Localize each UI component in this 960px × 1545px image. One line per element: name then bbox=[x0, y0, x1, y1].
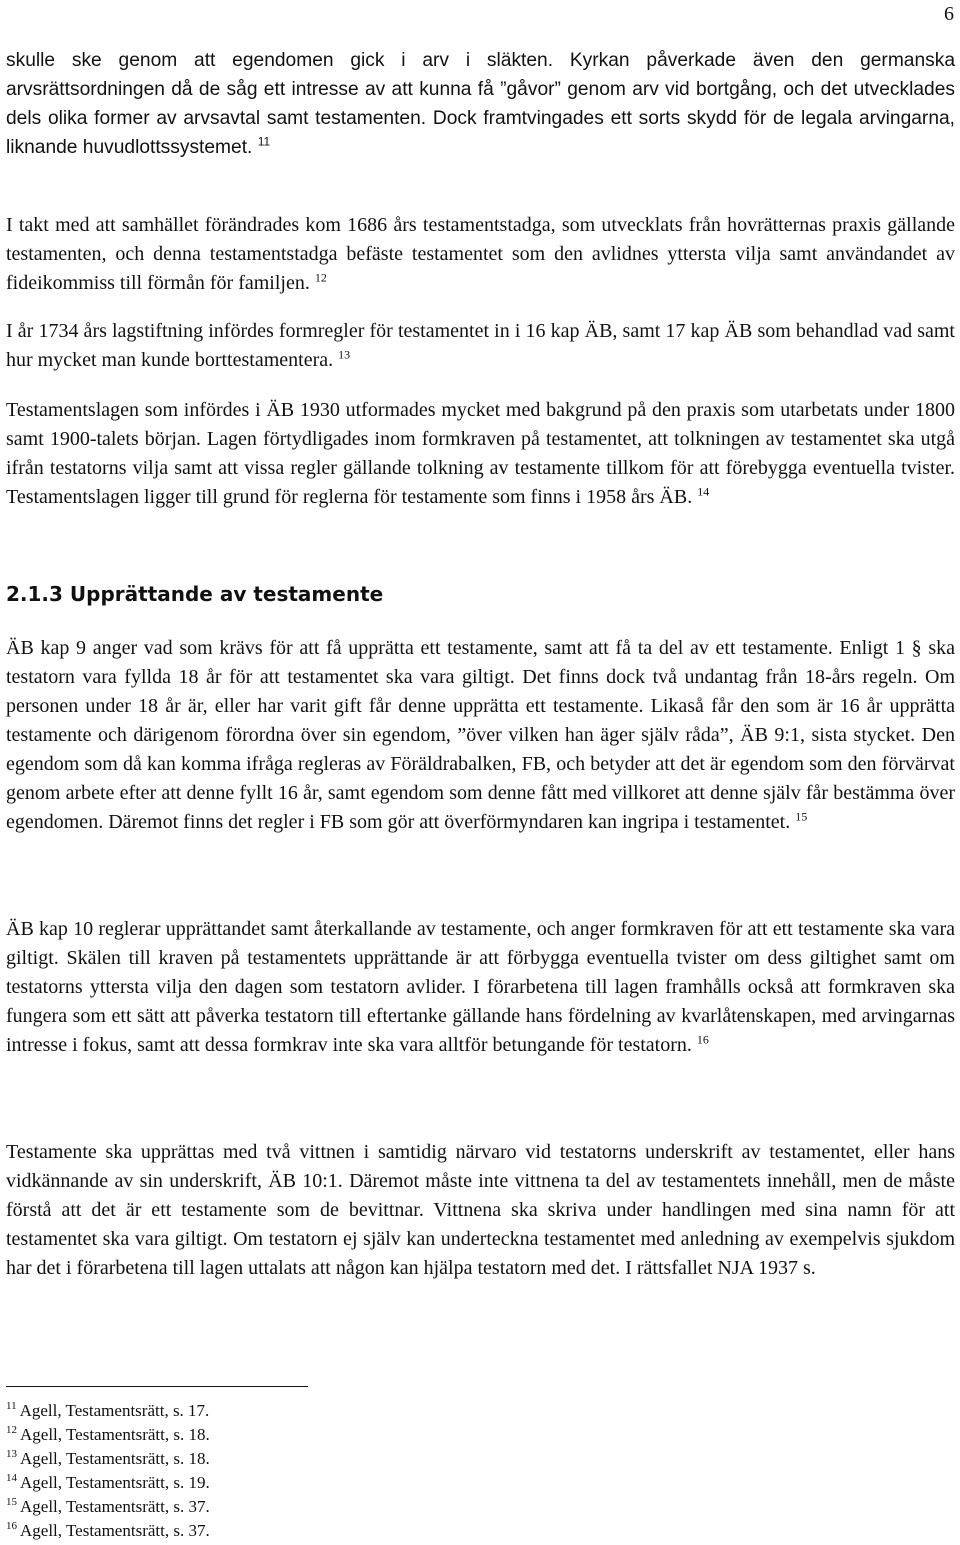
footnote-item bbox=[6, 1423, 210, 1447]
footnote-number: 12 bbox=[6, 1424, 17, 1437]
paragraph-testamentstadga bbox=[6, 211, 955, 298]
footnote-divider bbox=[6, 1386, 308, 1387]
paragraph-text: Testamente ska upprättas med två vittnen i samtidig närvaro vid testatorns underskrift av testamentet, eller hans vidkännande av sin underskrift, ÄB 10:1. Däremot måste inte vittnena ta del av testamentets innehåll, men de måste förstå att det är ett testamente som de bevittnar. Vittnena ska skriva under handlingen med sina namn för att testamentet ska vara giltigt. Om testatorn ej själv kan underteckna testamentet med anledning av exempelvis sjukdom har det i förarbetena till lagen uttalats att någon kan hjälpa testatorn med det. I rättsfallet NJA 1937 s. bbox=[6, 1141, 955, 1279]
footnote-list bbox=[6, 1399, 210, 1543]
footnote-reference: 11 bbox=[257, 134, 271, 149]
footnote-text: Agell, Testamentsrätt, s. 37. bbox=[20, 1497, 210, 1516]
footnote-item bbox=[6, 1471, 210, 1495]
footnote-number: 11 bbox=[6, 1400, 17, 1413]
footnote-number: 14 bbox=[6, 1472, 17, 1485]
paragraph-lagstiftning-1734 bbox=[6, 317, 955, 375]
footnote-item bbox=[6, 1519, 210, 1543]
footnote-reference: 16 bbox=[696, 1032, 709, 1047]
footnote-text: Agell, Testamentsrätt, s. 37. bbox=[20, 1521, 210, 1540]
paragraph-testamentslagen-1930 bbox=[6, 396, 955, 512]
footnote-item bbox=[6, 1495, 210, 1519]
paragraph-abc-kap-10 bbox=[6, 915, 955, 1060]
paragraph-text: I år 1734 års lagstiftning infördes formregler för testamentet in i 16 kap ÄB, samt 17 kap ÄB som behandlad vad samt hur mycket man kunde borttestamentera. bbox=[6, 320, 955, 371]
footnote-text: Agell, Testamentsrätt, s. 19. bbox=[20, 1473, 210, 1492]
footnote-reference: 14 bbox=[697, 484, 710, 499]
paragraph-text: I takt med att samhället förändrades kom 1686 års testamentstadga, som utvecklats från hovrätternas praxis gällande testamenten, och denna testamentstadga befäste testamentet som den avlidnes yttersta vilja samt användandet av fideikommiss till förmån för familjen. bbox=[6, 214, 955, 294]
footnote-text: Agell, Testamentsrätt, s. 17. bbox=[19, 1401, 210, 1420]
page-number: 6 bbox=[944, 3, 954, 25]
paragraph-text: Testamentslagen som infördes i ÄB 1930 utformades mycket med bakgrund på den praxis som utarbetats under 1800 samt 1900-talets början. Lagen förtydligades inom formkraven på testamentet, att tolkningen av testamentet ska utgå ifrån testatorns vilja samt att vissa regler gällande tolkning av testamente tillkom för att förebygga eventuella tvister. Testamentslagen ligger till grund för reglerna för testamente som finns i 1958 års ÄB. bbox=[6, 399, 955, 508]
footnote-reference: 12 bbox=[314, 270, 327, 285]
section-heading: 2.1.3 Upprättande av testamente bbox=[6, 582, 384, 606]
footnote-reference: 13 bbox=[338, 347, 351, 362]
paragraph-text: ÄB kap 10 reglerar upprättandet samt återkallande av testamente, och anger formkraven för att ett testamente ska vara giltigt. Skälen till kraven på testamentets upprättande är att förbygga eventuella tvister om dess giltighet samt om testatorns yttersta vilja den dagen som testatorn avlider. I förarbetena till lagen framhålls också att formkraven ska fungera som ett sätt att påverka testatorn till eftertanke gällande hans fördelning av kvarlåtenskapen, med arvingarnas intresse i fokus, samt att dessa formkrav inte ska vara alltför betungande för testatorn. bbox=[6, 918, 955, 1056]
footnote-text: Agell, Testamentsrätt, s. 18. bbox=[20, 1449, 210, 1468]
footnote-number: 15 bbox=[6, 1496, 17, 1509]
footnote-item bbox=[6, 1399, 210, 1423]
paragraph-arvsratt-kyrkan bbox=[6, 46, 955, 162]
paragraph-text: skulle ske genom att egendomen gick i arv i släkten. Kyrkan påverkade även den germanska arvsrättsordningen då de såg ett intresse av att kunna få ”gåvor” genom arv vid bortgång, och det utvecklades dels olika former av arvsavtal samt testamenten. Dock framtvingades ett sorts skydd för de legala arvingarna, liknande huvudlottssystemet. bbox=[6, 50, 955, 158]
footnote-item bbox=[6, 1447, 210, 1471]
paragraph-abc-kap-9 bbox=[6, 634, 955, 837]
footnote-number: 13 bbox=[6, 1448, 17, 1461]
paragraph-vittnen bbox=[6, 1138, 955, 1283]
footnote-number: 16 bbox=[6, 1520, 17, 1533]
footnote-text: Agell, Testamentsrätt, s. 18. bbox=[20, 1425, 210, 1444]
paragraph-text: ÄB kap 9 anger vad som krävs för att få upprätta ett testamente, samt att få ta del av ett testamente. Enligt 1 § ska testatorn vara fyllda 18 år för att testamentet ska vara giltigt. Det finns dock två undantag från 18-års regeln. Om personen under 18 år är, eller har varit gift får denne upprätta ett testamente. Likaså får den som är 16 år upprätta testamente och därigenom förordna över sin egendom, ”över vilken han äger själv råda”, ÄB 9:1, sista stycket. Den egendom som då kan komma ifråga regleras av Föräldrabalken, FB, och betyder att det är egendom som den förvärvat genom arbete efter att denne fyllt 16 år, samt egendom som denne fått med villkoret att denne själv får bestämma över egendomen. Däremot finns det regler i FB som gör att överförmyndaren kan ingripa i testamentet. bbox=[6, 637, 955, 833]
footnote-reference: 15 bbox=[795, 809, 808, 824]
